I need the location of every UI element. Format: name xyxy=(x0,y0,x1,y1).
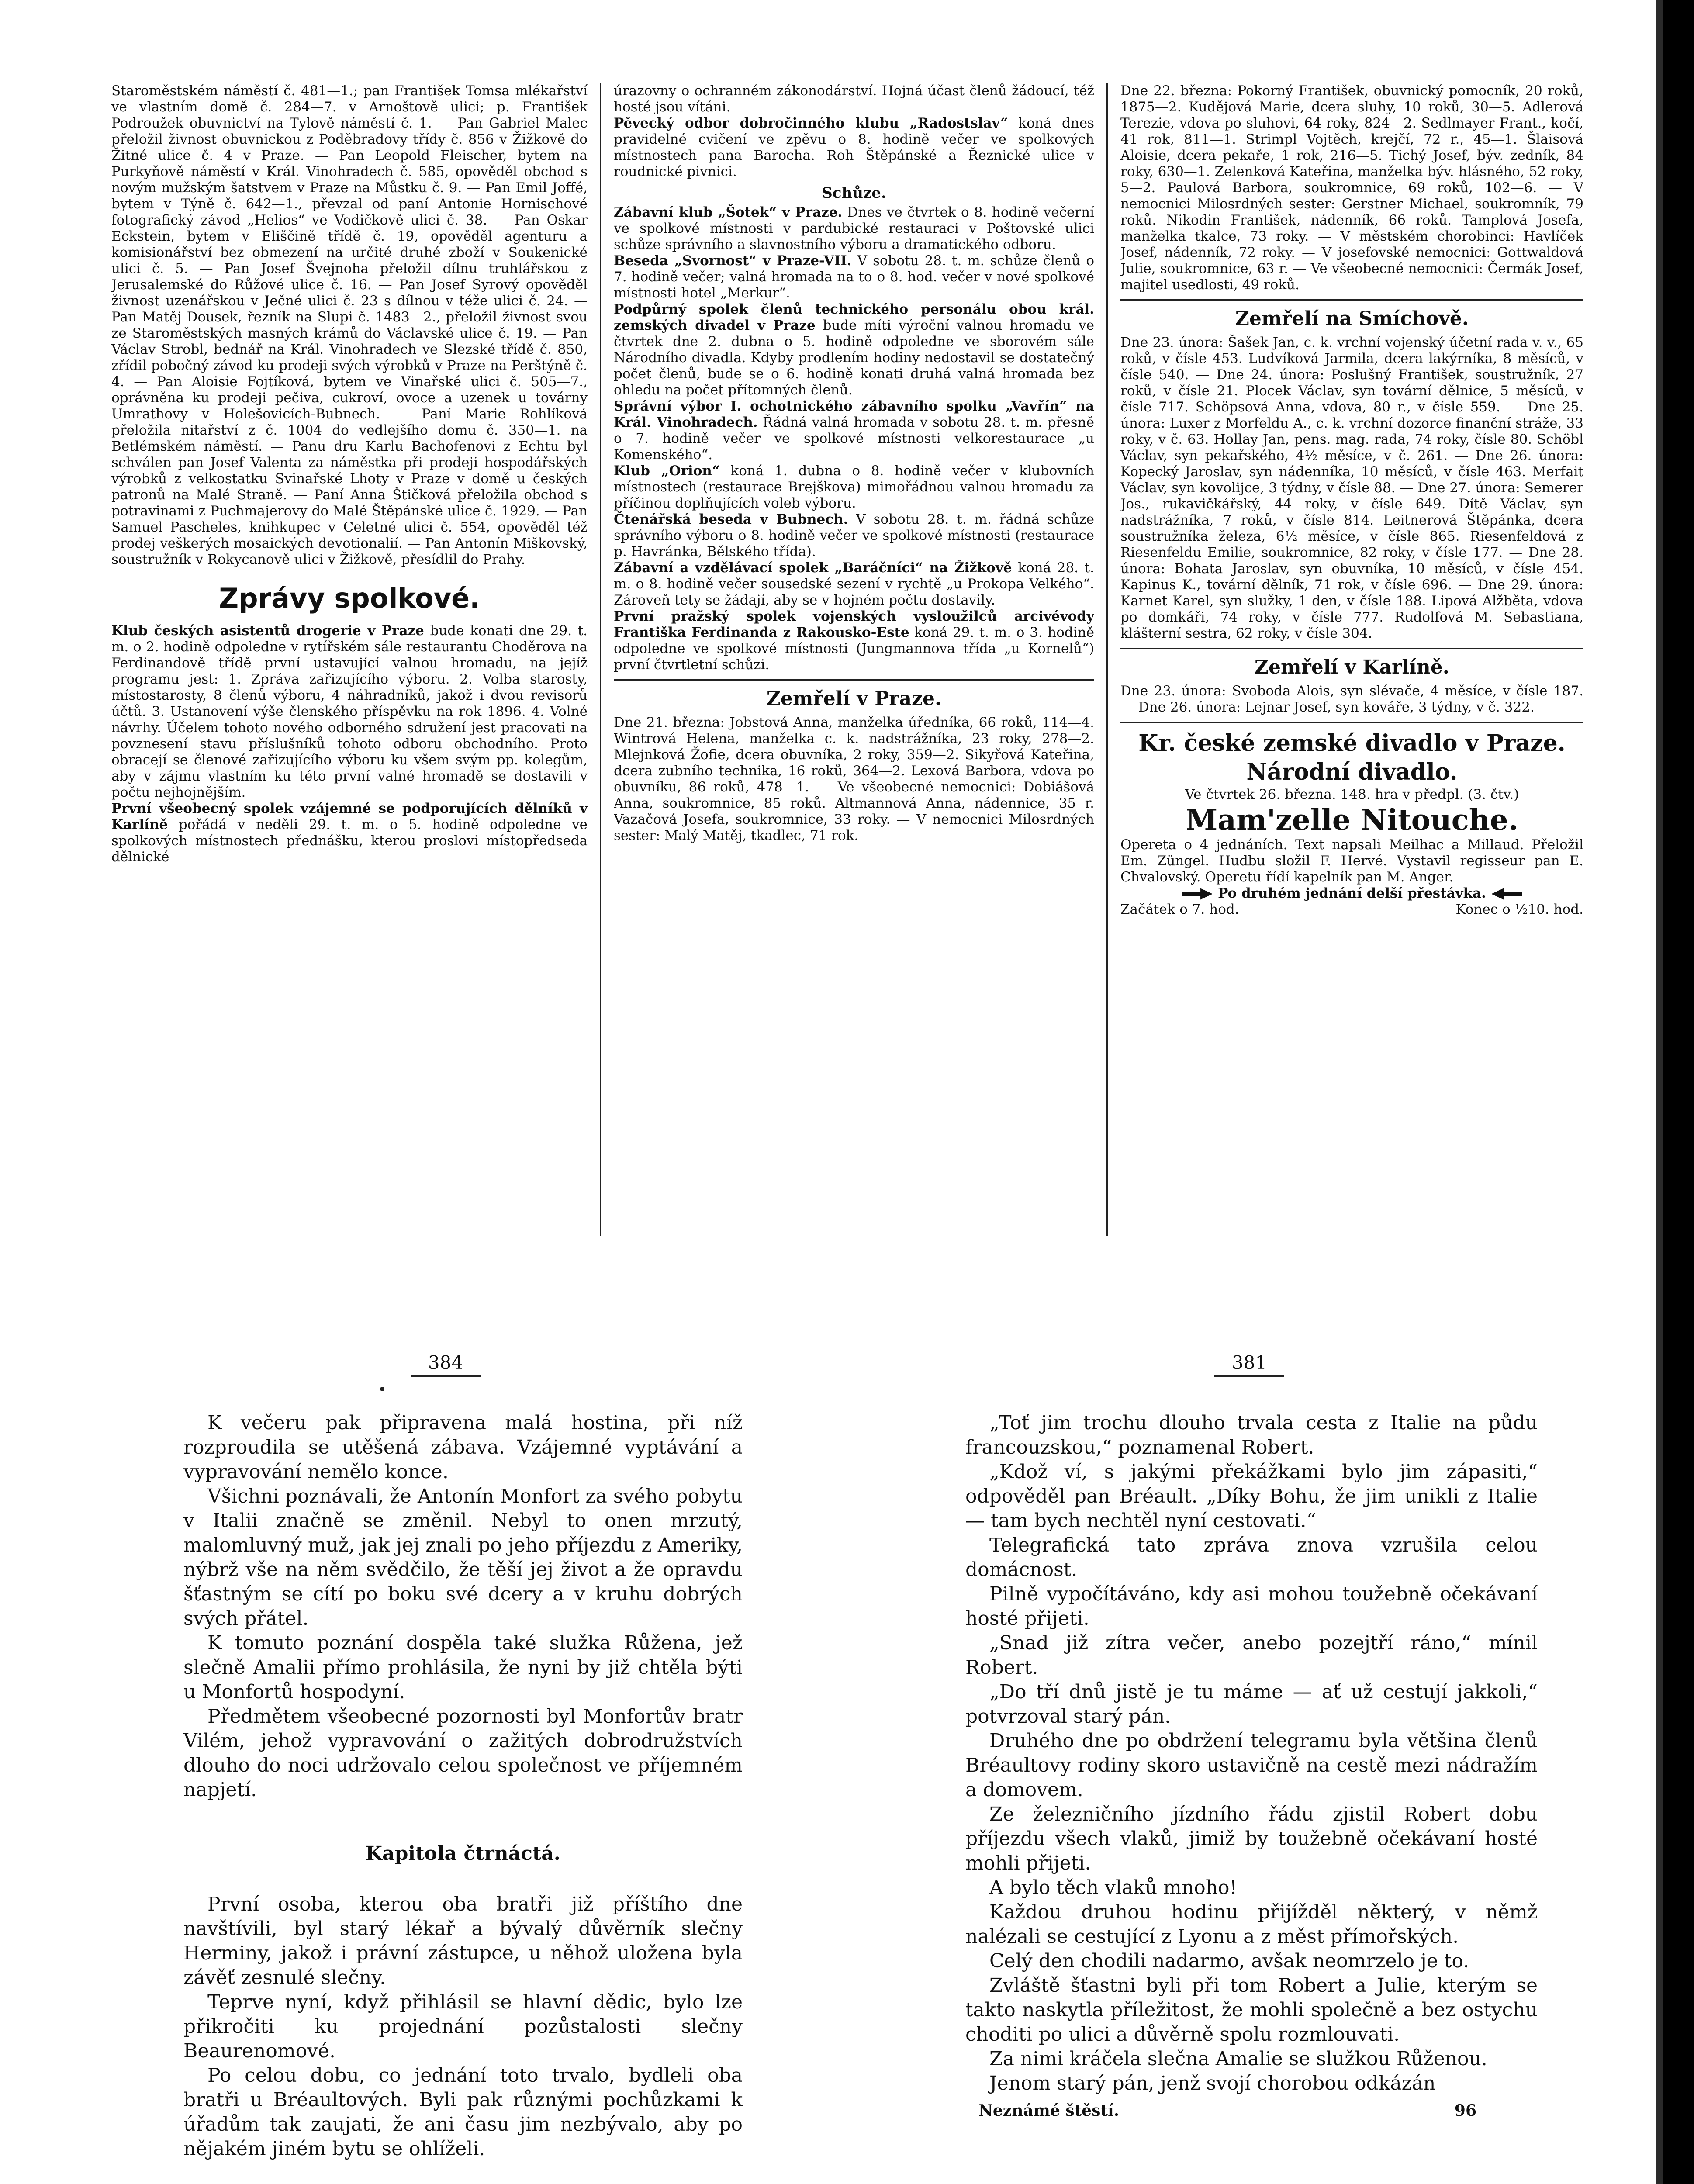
notice-lead: Zábavní a vzdělávací spolek „Baráčníci“ na Žižkově xyxy=(614,560,1012,576)
ink-dot xyxy=(380,1387,384,1391)
book-paragraph: „Snad již zítra večer, anebo pozejtří ráno,“ mínil Robert. xyxy=(965,1632,1538,1679)
deaths-list: Dne 21. března: Jobstová Anna, manželka úředníka, 66 roků, 114—4. Wintrová Helena, manželka c. k. nadstrážníka, 23 roky, 278—2. Mlejnková Žofie, dcera obuvníka, 2 roky, 359—2. Sikyřová Kateřina, dcera zubního technika, 16 roků, 364—2. Lexová Barbora, vdova po obuvníku, 86 roků, 478—1. — Ve všeobecné nemocnici: Dobiášová Anna, soukromnice, 85 roků. Altmannová Anna, nádennice, 35 r. Vazačová Josefa, soukromnice, 33 roky. — V nemocnici Milosrdných sester: Malý Matěj, tkadlec, 71 rok. xyxy=(614,715,1094,843)
page-number-left xyxy=(411,1352,481,1377)
page-number-text: 381 xyxy=(1231,1352,1267,1373)
section-divider xyxy=(614,679,1094,681)
theatre-subheading: Národní divadlo. xyxy=(1246,759,1458,785)
notice-lead: Klub „Orion“ xyxy=(614,463,720,479)
book-page-right xyxy=(965,1411,1538,2184)
notice-text: V sobotu 28. t. m. schůze členů o 7. hodině večer; valná hromada na to o 8. hod. večer v nové spolkové místnosti hotel „Merkur“. xyxy=(614,253,1094,301)
page-number-underline xyxy=(1214,1375,1284,1377)
page-number-text: 384 xyxy=(428,1352,463,1373)
notice-text: bude míti výroční valnou hromadu ve čtvrtek dne 2. dubna o 5. hodině odpoledne ve sborovém sále Národního divadla. Kdyby prodlením hodiny nedostavil se dostatečný počet členů, bude se o 6. hodině konati druhá valná hromada bez ohledu na počet přítomných členů. xyxy=(614,318,1094,398)
notice-lead: První všeobecný spolek vzájemné se podporujících dělníků v Karlíně xyxy=(111,801,588,833)
book-paragraph: Zvláště šťastni byli při tom Robert a Julie, kterým se takto naskytla příležitost, že mohli společně a bez ostychu choditi po ulici a důvěrně spolu rozmlouvati. xyxy=(965,1974,1538,2046)
meeting-notice xyxy=(614,463,1094,511)
association-notice xyxy=(614,115,1094,180)
book-paragraph: První osoba, kterou oba bratři již příštího dne navštívili, byl starý lékař a bývalý důvěrník slečny Herminy, jakož i právní zástupce, u něhož uložena byla závěť zesnulé slečny. xyxy=(183,1893,743,1989)
page-number-underline xyxy=(411,1375,481,1377)
notice-text: koná dnes pravidelné cvičení ve zpěvu o 8. hodině večer ve spolkových místnostech pana Barocha. Roh Štěpánské a Řeznické ulice v roudnické pivnici. xyxy=(614,115,1094,180)
section-divider xyxy=(1120,648,1583,649)
notice-lead: Beseda „Svornost“ v Praze-VII. xyxy=(614,253,852,269)
section-heading-deaths-prague: Zemřelí v Praze. xyxy=(766,688,942,710)
book-paragraph: Teprve nyní, když přihlásil se hlavní dědic, bylo lze přikročiti ku projednání pozůstalosti slečny Beaurenomové. xyxy=(183,1991,743,2062)
notice-lead: Čtenářská beseda v Bubnech. xyxy=(614,511,848,527)
deaths-list: Dne 22. března: Pokorný František, obuvnický pomocník, 20 roků, 1875—2. Kudějová Marie, dcera sluhy, 10 roků, 30—5. Adlerová Terezie, vdova po sluhovi, 64 roky, 824—2. Sedlmayer Frant., kočí, 41 rok, 811—1. Strimpl Vojtěch, krejčí, 72 r., 45—1. Šlaisová Aloisie, dcera pekaře, 1 rok, 216—5. Tichý Josef, býv. zedník, 84 roky, 630—1. Zelenková Kateřina, manželka býv. hlásného, 52 roky, 5—2. Paulová Barbora, soukromnice, 69 roků, 102—6. — V nemocnici Milosrdných sester: Gerstner Michael, soukromník, 79 roků. Nikodin František, nádenník, 66 roků. Tamplová Josefa, manželka tkalce, 73 roky. — V městském chorobinci: Havlíček Josef, nádenník, 72 roky. — V josefovské nemocnici: Gottwaldová Julie, soukromnice, 63 r. — Ve všeobecné nemocnici: Čermák Josef, majitel usedlosti, 49 roků. xyxy=(1120,83,1583,293)
meeting-notice xyxy=(614,608,1094,673)
end-time: Konec o ½10. hod. xyxy=(1455,902,1583,917)
play-title: Mam'zelle Nitouche. xyxy=(1186,803,1518,837)
section-heading-deaths-smichov: Zemřelí na Smíchově. xyxy=(1235,308,1469,330)
meeting-notice xyxy=(614,398,1094,463)
book-paragraph: Po celou dobu, co jednání toto trvalo, bydleli oba bratři u Bréaultových. Byli pak různými pochůzkami k úřadům tak zaujati, že ani času jim nezbývalo, aby po nějakém jiném bytu se ohlíželi. xyxy=(183,2064,743,2160)
section-divider xyxy=(1120,299,1583,301)
page-footer xyxy=(965,2098,1538,2123)
section-heading-deaths-karlin: Zemřelí v Karlíně. xyxy=(1254,656,1450,678)
pointing-hand-icon xyxy=(1182,888,1213,900)
book-paragraph: Pilně vypočítáváno, kdy asi mohou toužebně očekávaní hosté přijeti. xyxy=(965,1583,1538,1630)
book-paragraph: K tomuto poznání dospěla také služka Růžena, jež slečně Amalii přímo prohlásila, že nyni by již chtěla býti u Monfortů hospodyní. xyxy=(183,1632,743,1703)
column-rule xyxy=(600,83,601,1236)
notice-text: Řádná valná hromada v sobotu 28. t. m. přesně o 7. hodině večer ve spolkové místnosti velkorestaurace „u Komenského“. xyxy=(614,415,1094,463)
chapter-heading: Kapitola čtrnáctá. xyxy=(365,1842,561,1865)
scan-shadow xyxy=(1656,0,1663,2184)
notice-lead: Správní výbor I. ochotnického zábavního spolku „Vavřín“ na Král. Vinohradech. xyxy=(614,398,1094,430)
notice-text: bude konati dne 29. t. m. o 2. hodině odpoledne v rytířském sále restaurantu Choděrova na Ferdinandově třídě první ustavující valnou hromadu, na jejíž programu jest: 1. Zpráva zařizujícího výboru. 2. Volba starosty, místostarosty, 8 členů výboru, 4 náhradníků, jakož i dvou revisorů účtů. 3. Ustanovení výše členského příspěvku na rok 1896. 4. Volné návrhy. Účelem tohoto nového odborného sdružení jest pracovati na povznesení stavu příslušníků tohoto odboru obchodního. Proto obracejí se členové zařizujícího výboru ku všem svým pp. kolegům, aby v zájmu vlastním ku této první valné hromadě se dostavili v počtu nejhojnějším. xyxy=(111,623,588,800)
book-paragraph: „Kdož ví, s jakými překážkami bylo jim zápasiti,“ odpověděl pan Bréault. „Díky Bohu, že jim unikli z Italie — tam bych nechtěl nyní cestovati.“ xyxy=(965,1461,1538,1532)
scan-edge xyxy=(1663,0,1694,2184)
notice-text: Dnes ve čtvrtek o 8. hodině večerní ve spolkové místnosti v pardubické restauraci v Poštovské ulici schůze správního a slavnostního výboru a dramatického odboru. xyxy=(614,204,1094,252)
newspaper-section xyxy=(111,83,1583,1254)
theatre-program xyxy=(1120,729,1583,918)
section-heading-meetings: Schůze. xyxy=(822,184,886,202)
notice-lead: Podpůrný spolek členů technického personálu obou král. zemských divadel v Praze xyxy=(614,301,1094,333)
notice-text: koná 1. dubna o 8. hodině večer v klubovních místnostech (restaurace Brejškova) mimořádnou valnou hromadu za příčinou doplňujících voleb výboru. xyxy=(614,463,1094,511)
book-paragraph: „Toť jim trochu dlouho trvala cesta z Italie na půdu francouzskou,“ poznamenal Robert. xyxy=(965,1412,1538,1458)
show-times xyxy=(1120,902,1583,918)
notice-lead: První pražský spolek vojenských vysloužilců arcivévody Františka Ferdinanda z Rakousko-Este xyxy=(614,608,1094,640)
notice-continuation: úrazovny o ochranném zákonodárství. Hojná účast členů žádoucí, též hosté jsou vítáni. xyxy=(614,83,1094,115)
section-heading-associations: Zprávy spolkové. xyxy=(219,582,480,614)
news-column-1 xyxy=(111,83,588,1254)
meeting-notice xyxy=(614,253,1094,301)
intermission-text: Po druhém jednání delší přestávka. xyxy=(1218,885,1486,901)
meeting-notice xyxy=(614,560,1094,608)
notice-text: V sobotu 28. t. m. řádná schůze správního výboru o 8. hodině večer ve spolkové místnosti (restaurace p. Havránka, Bělského třída). xyxy=(614,511,1094,560)
intermission-note xyxy=(1120,885,1583,902)
book-paragraph: „Do tří dnů jistě je tu máme — ať už cestují jakkoli,“ potvrzoval starý pán. xyxy=(965,1681,1538,1728)
book-paragraph: Za nimi kráčela slečna Amalie se služkou Růženou. xyxy=(989,2048,1487,2070)
notice-lead: Klub českých asistentů drogerie v Praze xyxy=(111,623,424,639)
meeting-notice xyxy=(614,301,1094,398)
association-notice xyxy=(111,801,588,865)
page-number-right xyxy=(1214,1352,1284,1377)
meeting-notice xyxy=(614,511,1094,560)
book-paragraph: Jenom starý pán, jenž svojí chorobou odkázán xyxy=(989,2072,1436,2094)
section-divider xyxy=(1120,722,1583,723)
book-paragraph: Každou druhou hodinu přijížděl některý, v němž nalézali se cestující z Lyonu a z měst přímořských. xyxy=(965,1901,1538,1948)
book-title-footer: Neznámé štěstí. xyxy=(978,2101,1120,2120)
sheet-number: 96 xyxy=(1454,2101,1476,2120)
theatre-heading: Kr. české zemské divadlo v Praze. xyxy=(1138,730,1566,757)
play-description: Opereta o 4 jednáních. Text napsali Meilhac a Millaud. Přeložil Em. Züngel. Hudbu složil F. Hervé. Vystavil regisseur pan E. Chvalovský. Operetu řídí kapelník pan M. Anger. xyxy=(1120,837,1583,885)
book-paragraph: Telegrafická tato zpráva znova vzrušila celou domácnost. xyxy=(965,1534,1538,1581)
news-column-3 xyxy=(1120,83,1583,1254)
meeting-notice xyxy=(614,204,1094,253)
deaths-list: Dne 23. února: Šašek Jan, c. k. vrchní vojenský účetní rada v. v., 65 roků, v čísle 453. Ludvíková Jarmila, dcera lakýrníka, 8 měsíců, v čísle 540. — Dne 24. února: Poslušný František, soustružník, 27 roků, v čísle 21. Plocek Václav, syn tovární dělnice, 5 měsíců, v čísle 717. Schöpsová Anna, vdova, 80 r., v čísle 559. — Dne 25. února: Luxer z Morfeldu A., c. k. vrchní dozorce finanční stráže, 33 roky, v č. 63. Hollay Jan, pens. mag. rada, 74 roky, čísle 80. Schöbl Václav, syn pekařského, 4½ měsíce, v č. 261. — Dne 26. února: Kopecký Jaroslav, syn nádenníka, 10 měsíců, v čísle 463. Merfait Václav, syn kovolijce, 3 týdny, v čísle 88. — Dne 27. února: Semerer Jos., rukavičkářský, 44 roky, v čísle 649. Dítě Václav, syn nadstrážníka, 7 roků, v čísle 814. Leitnerová Štěpánka, dcera soustružníka železa, 6½ měsíce, v čísle 865. Riesenfeldová z Riesenfeldu Emilie, soukromnice, 82 roky, v čísle 177. — Dne 28. února: Bohata Jaroslav, syn obuvníka, 10 měsíců, v čísle 454. Kapinus K., tovární dělník, 71 rok, v čísle 696. — Dne 29. února: Karnet Karel, syn služky, 1 den, v čísle 188. Lipová Alžběta, vdova po domkáři, 74 roky, v čísle 777. Rudolfová M. Sebastiana, klášterní sestra, 62 roky, v čísle 304. xyxy=(1120,335,1583,641)
column-rule xyxy=(1106,83,1108,1236)
news-column-2 xyxy=(614,83,1094,1254)
book-paragraph: Předmětem všeobecné pozornosti byl Monfortův bratr Vilém, jehož vypravování o zažitých dobrodružstvích dlouho do noci udržovalo celou společnost ve příjemném napjetí. xyxy=(183,1705,743,1801)
pointing-hand-icon xyxy=(1491,888,1522,900)
notice-text: koná 29. t. m. o 3. hodině odpoledne ve spolkové místnosti (Jungmannova třída „u Kornelů“) první čtvrtletní schůzi. xyxy=(614,625,1094,673)
theatre-date: Ve čtvrtek 26. března. 148. hra v předpl. (3. čtv.) xyxy=(1185,787,1519,802)
trade-notices: Staroměstském náměstí č. 481—1.; pan František Tomsa mlékařství ve vlastním domě č. 284—7. v Arnoštově ulici; p. František Podroužek obuvnictví na Tylově náměstí č. 1. — Pan Gabriel Malec přeložil živnost obuvnickou z Poděbradovy třídy č. 856 v Žižkově do Žitné ulice č. 4 v Praze. — Pan Leopold Fleischer, bytem na Purkyňově náměstí v Král. Vinohradech č. 585, opověděl obchod s novým mužským šatstvem v Praze na Můstku č. 9. — Pan Emil Joffé, bytem v Týně č. 642—1., převzal od paní Antonie Hornischové fotografický závod „Helios“ ve Vodičkově ulici č. 38. — Pan Oskar Eckstein, bytem v Eliščině třídě č. 19, opověděl agenturu a komisionářství bez obmezení na určité druhé zboží v Soukenické ulici č. 5. — Pan Josef Švejnoha přeložil dílnu truhlářskou z Jerusalemské do Růžové ulice č. 16. — Pan Josef Syrový opověděl živnost uzenářskou v Ječné ulici č. 23 s dílnou v téže ulici č. 24. — Pan Matěj Dousek, řezník na Slupi č. 1483—2., přeložil živnost svou ze Staroměstských masných krámů do Václavské ulice č. 19. — Pan Václav Strobl, bednář na Král. Vinohradech ve Slezské třídě č. 850, zřídil pobočný závod ku prodeji svých výrobků v Praze na Perštýně č. 4. — Pan Aloisie Fojtíková, bytem ve Vinařské ulici č. 505—7., oprávněna ku prodeji pečiva, cukroví, ovoce a uzenek u továrny Umrathovy v Holešovicích-Bubnech. — Paní Marie Rohlíková přeložila nitařství z č. 1004 do vedlejšího domu č. 350—1. na Betlémském náměstí. — Panu dru Karlu Bachofenovi z Echtu byl schválen pan Josef Valenta za náměstka při prodeji hospodářských výrobků z velkostatku Svinařské Lhoty v Praze v domě u českých patronů na Malé Straně. — Paní Anna Štičková přeložila obchod s potravinami z Puchmajerovy do Malé Štěpánské ulice č. 1929. — Pan Samuel Pascheles, knihkupec v Celetné ulici č. 554, opověděl též prodej veškerých mosaických devotionalií. — Pan Antonín Miškovský, soustružník v Rokycanově ulici v Žižkově, přesídlil do Prahy. xyxy=(111,83,588,567)
book-paragraph: Všichni poznávali, že Antonín Monfort za svého pobytu v Italii značně se změnil. Nebyl to onen mrzutý, malomluvný muž, jak jej znali po jeho příjezdu z Ameriky, nýbrž vše na něm svědčilo, že těší jej život a že opravdu šťastným se cítí po boku své dcery a v kruhu dobrých svých přátel. xyxy=(183,1485,743,1630)
notice-lead: Zábavní klub „Šotek“ v Praze. xyxy=(614,204,843,220)
book-paragraph: A bylo těch vlaků mnoho! xyxy=(989,1876,1238,1899)
book-paragraph: Druhého dne po obdržení telegramu byla většina členů Bréaultovy rodiny skoro ustavičně na cestě mezi nádražím a domovem. xyxy=(965,1730,1538,1801)
book-paragraph: Celý den chodili nadarmo, avšak neomrzelo je to. xyxy=(989,1950,1469,1972)
notice-lead: Pěvecký odbor dobročinného klubu „Radostslav“ xyxy=(614,115,1008,131)
deaths-list: Dne 23. února: Svoboda Alois, syn slévače, 4 měsíce, v čísle 187. — Dne 26. února: Lejnar Josef, syn kováře, 3 týdny, v č. 322. xyxy=(1120,683,1583,715)
book-paragraph: Ze železničního jízdního řádu zjistil Robert dobu příjezdu všech vlaků, jimiž by toužebně očekávaní hosté mohli přijeti. xyxy=(965,1803,1538,1874)
association-notice xyxy=(111,623,588,801)
book-page-left xyxy=(183,1411,743,2184)
book-paragraph: K večeru pak připravena malá hostina, při níž rozproudila se utěšená zábava. Vzájemné vyptávání a vypravování nemělo konce. xyxy=(183,1412,743,1483)
notice-text: koná 28. t. m. o 8. hodině večer sousedské sezení v rychtě „u Prokopa Velkého“. Zároveň tety se žádají, aby se v hojném počtu dostavily. xyxy=(614,560,1094,608)
start-time: Začátek o 7. hod. xyxy=(1120,902,1239,917)
notice-text: pořádá v neděli 29. t. m. o 5. hodině odpoledne ve spolkových místnostech přednášku, kterou proslovi místopředseda dělnické xyxy=(111,817,588,865)
